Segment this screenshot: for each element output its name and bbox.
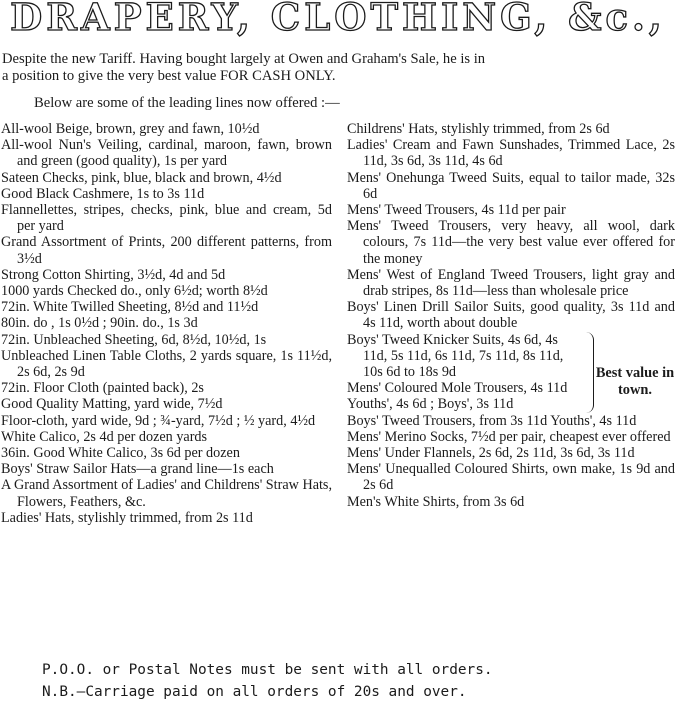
list-item: 80in. do , 1s 0½d ; 90in. do., 1s 3d — [1, 315, 198, 332]
list-item: Ladies' Cream and Fawn Sunshades, Trimmed Lace, 2s 11d, 3s 6d, 3s 11d, 4s 6d — [347, 137, 675, 170]
list-item: Childrens' Hats, stylishly trimmed, from 2s 6d — [347, 121, 610, 137]
list-item: Youths', 4s 6d ; Boys', 3s 11d — [347, 396, 514, 413]
list-item: Floor-cloth, yard wide, 9d ; ¾-yard, 7½d ; ½ yard, 4½d — [1, 412, 316, 429]
list-item: Boys' Straw Sailor Hats—a grand line—1s each — [1, 461, 274, 478]
list-item: All-wool Beige, brown, grey and fawn, 10½d — [1, 121, 260, 137]
list-item: Mens' Tweed Trousers, 4s 11d per pair — [347, 202, 566, 219]
list-item: Mens' Coloured Mole Trousers, 4s 11d — [347, 380, 568, 397]
list-item: All-wool Nun's Veiling, cardinal, maroon, fawn, brown and green (good quality), 1s per yard — [1, 137, 332, 170]
list-item: Mens' Merino Socks, 7½d per pair, cheapest ever offered — [347, 428, 671, 445]
footer-notice: N.B.—Carriage paid on all orders of 20s and over. — [42, 684, 467, 700]
list-item: Mens' Under Flannels, 2s 6d, 2s 11d, 3s 6d, 3s 11d — [347, 445, 635, 462]
headline: DRAPERY, CLOTHING, &c., — [10, 0, 666, 39]
best-value-items — [347, 332, 583, 413]
list-item: Mens' West of England Tweed Trousers, light gray and drab stripes, 8s 11d—less than wholesale price — [347, 266, 675, 300]
list-item: Mens' Onehunga Tweed Suits, equal to tailor made, 32s 6d — [347, 169, 675, 202]
list-item: Sateen Checks, pink, blue, black and brown, 4½d — [1, 169, 282, 186]
list-item: 1000 yards Checked do., only 6½d; worth 8½d — [1, 283, 268, 300]
list-item: Men's White Shirts, from 3s 6d — [347, 493, 525, 510]
subheading: Below are some of the leading lines now offered :— — [34, 95, 340, 111]
list-item: Boys' Tweed Trousers, from 3s 11d Youths', 4s 11d — [347, 412, 637, 429]
list-item: Good Black Cashmere, 1s to 3s 11d — [1, 185, 205, 202]
right-column-list — [347, 121, 675, 510]
list-item: Good Quality Matting, yard wide, 7½d — [1, 396, 223, 413]
list-item: Boys' Tweed Knicker Suits, 4s 6d, 4s 11d, 5s 11d, 6s 11d, 7s 11d, 8s 11d, 10s 6d to 18s 9d — [347, 331, 564, 381]
intro-line: Despite the new Tariff. Having bought largely at Owen and Graham's Sale, he is in — [2, 51, 486, 67]
list-item: White Calico, 2s 4d per dozen yards — [1, 428, 208, 445]
list-item: A Grand Assortment of Ladies' and Childrens' Straw Hats, Flowers, Feathers, &c. — [1, 477, 332, 510]
intro-paragraph — [2, 51, 674, 85]
curly-bracket — [585, 332, 594, 413]
list-item: Mens' Unequalled Coloured Shirts, own make, 1s 9d and 2s 6d — [347, 461, 675, 494]
list-item: Unbleached Linen Table Cloths, 2 yards square, 1s 11½d, 2s 6d, 2s 9d — [1, 347, 332, 381]
list-item: Strong Cotton Shirting, 3½d, 4d and 5d — [1, 266, 226, 283]
list-item: Mens' Tweed Trousers, very heavy, all wool, dark colours, 7s 11d—the very best value ever offered for the money — [347, 218, 675, 267]
list-item: 72in. White Twilled Sheeting, 8½d and 11½d — [1, 299, 259, 316]
list-item: Boys' Linen Drill Sailor Suits, good quality, 3s 11d and 4s 11d, worth about double — [347, 299, 675, 332]
list-item: 72in. Floor Cloth (painted back), 2s — [1, 380, 204, 397]
best-value-label: Best value in town. — [595, 364, 675, 398]
list-item: Flannellettes, stripes, checks, pink, blue and cream, 5d per yard — [1, 202, 332, 235]
best-value-group — [347, 332, 675, 413]
left-column-list — [1, 121, 332, 526]
list-item: 36in. Good White Calico, 3s 6d per dozen — [1, 445, 240, 462]
list-item: 72in. Unbleached Sheeting, 6d, 8½d, 10½d, 1s — [1, 331, 267, 348]
intro-line: a position to give the very best value FOR CASH ONLY. — [2, 68, 336, 84]
list-item: Ladies' Hats, stylishly trimmed, from 2s 11d — [1, 509, 253, 526]
list-item: Grand Assortment of Prints, 200 different patterns, from 3½d — [1, 234, 332, 267]
footer-notice: P.O.O. or Postal Notes must be sent with all orders. — [42, 662, 493, 678]
